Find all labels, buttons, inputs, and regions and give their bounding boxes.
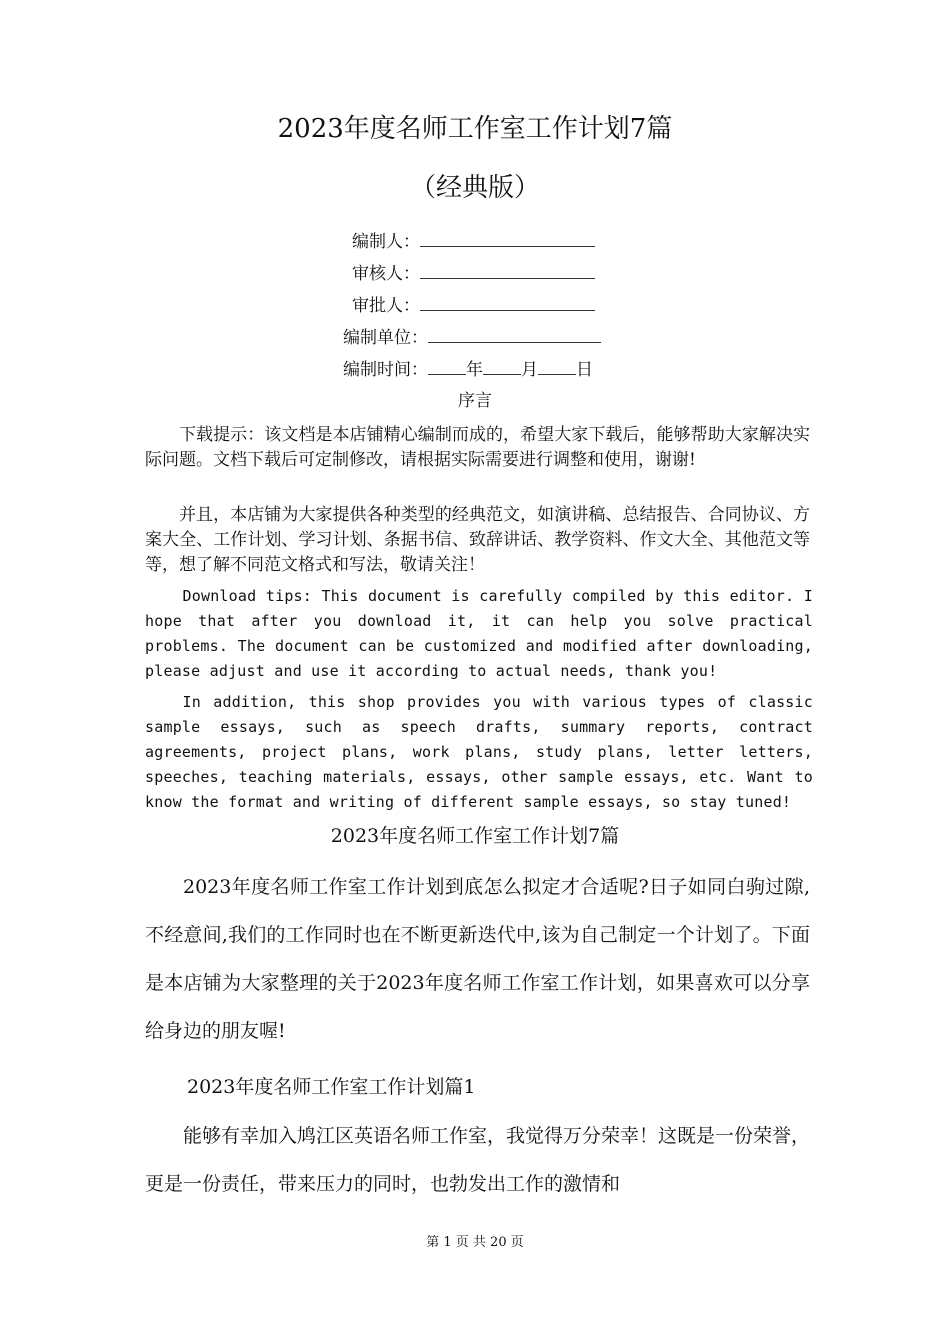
day-label: 日 bbox=[576, 360, 593, 380]
day-blank bbox=[538, 357, 576, 375]
chapter-title: 2023年度名师工作室工作计划篇1 bbox=[187, 1076, 476, 1098]
month-label: 月 bbox=[521, 360, 538, 380]
compiler-blank bbox=[420, 229, 595, 247]
chapter-paragraph: 能够有幸加入鸠江区英语名师工作室，我觉得万分荣幸！这既是一份荣誉，更是一份责任，带来压力的同时，也勃发出工作的激情和 bbox=[145, 1125, 811, 1195]
preface-en-paragraph-2: In addition, this shop provides you with various types of classic sample essays, such as speech drafts, summary reports, contract agreements, project plans, work plans, study plans, letter letters, speeches, teaching materials, essays, other sample essays, etc. Want to know the format and writing of different sample essays, so stay tuned! bbox=[145, 693, 813, 811]
preface-cn-paragraph-2: 并且，本店铺为大家提供各种类型的经典范文，如演讲稿、总结报告、合同协议、方案大全、工作计划、学习计划、条据书信、致辞讲话、教学资料、作文大全、其他范文等等，想了解不同范文格式和写法，敬请关注！ bbox=[145, 505, 810, 575]
compiler-label: 编制人： bbox=[352, 232, 420, 252]
unit-field bbox=[343, 325, 601, 350]
approver-label: 审批人： bbox=[352, 296, 420, 316]
intro-paragraph: 2023年度名师工作室工作计划到底怎么拟定才合适呢?日子如同白驹过隙,不经意间,我们的工作同时也在不断更新迭代中,该为自己制定一个计划了。下面是本店铺为大家整理的关于2023年度名师工作室工作计划，如果喜欢可以分享给身边的朋友喔! bbox=[145, 876, 810, 1042]
preface-title: 序言 bbox=[458, 391, 492, 411]
time-field bbox=[343, 357, 593, 382]
year-label: 年 bbox=[466, 360, 483, 380]
document-subtitle: （经典版） bbox=[409, 173, 540, 203]
time-label: 编制时间： bbox=[343, 360, 428, 380]
reviewer-field bbox=[352, 261, 595, 286]
compiler-field bbox=[352, 229, 595, 254]
approver-blank bbox=[420, 293, 595, 311]
section-title: 2023年度名师工作室工作计划7篇 bbox=[330, 825, 620, 847]
month-blank bbox=[483, 357, 521, 375]
unit-blank bbox=[428, 325, 601, 343]
unit-label: 编制单位： bbox=[343, 328, 428, 348]
preface-cn-paragraph-1: 下载提示：该文档是本店铺精心编制而成的，希望大家下载后，能够帮助大家解决实际问题。文档下载后可定制修改，请根据实际需要进行调整和使用，谢谢! bbox=[145, 425, 810, 470]
year-blank bbox=[428, 357, 466, 375]
page-footer: 第 1 页 共 20 页 bbox=[426, 1235, 524, 1250]
preface-en-paragraph-1: Download tips: This document is carefully compiled by this editor. I hope that after you download it, it can help you solve practical problems. The document can be customized and modified after downloading, please adjust and use it according to actual needs, thank you! bbox=[145, 587, 813, 680]
document-title: 2023年度名师工作室工作计划7篇 bbox=[277, 114, 673, 144]
approver-field bbox=[352, 293, 595, 318]
reviewer-label: 审核人： bbox=[352, 264, 420, 284]
reviewer-blank bbox=[420, 261, 595, 279]
